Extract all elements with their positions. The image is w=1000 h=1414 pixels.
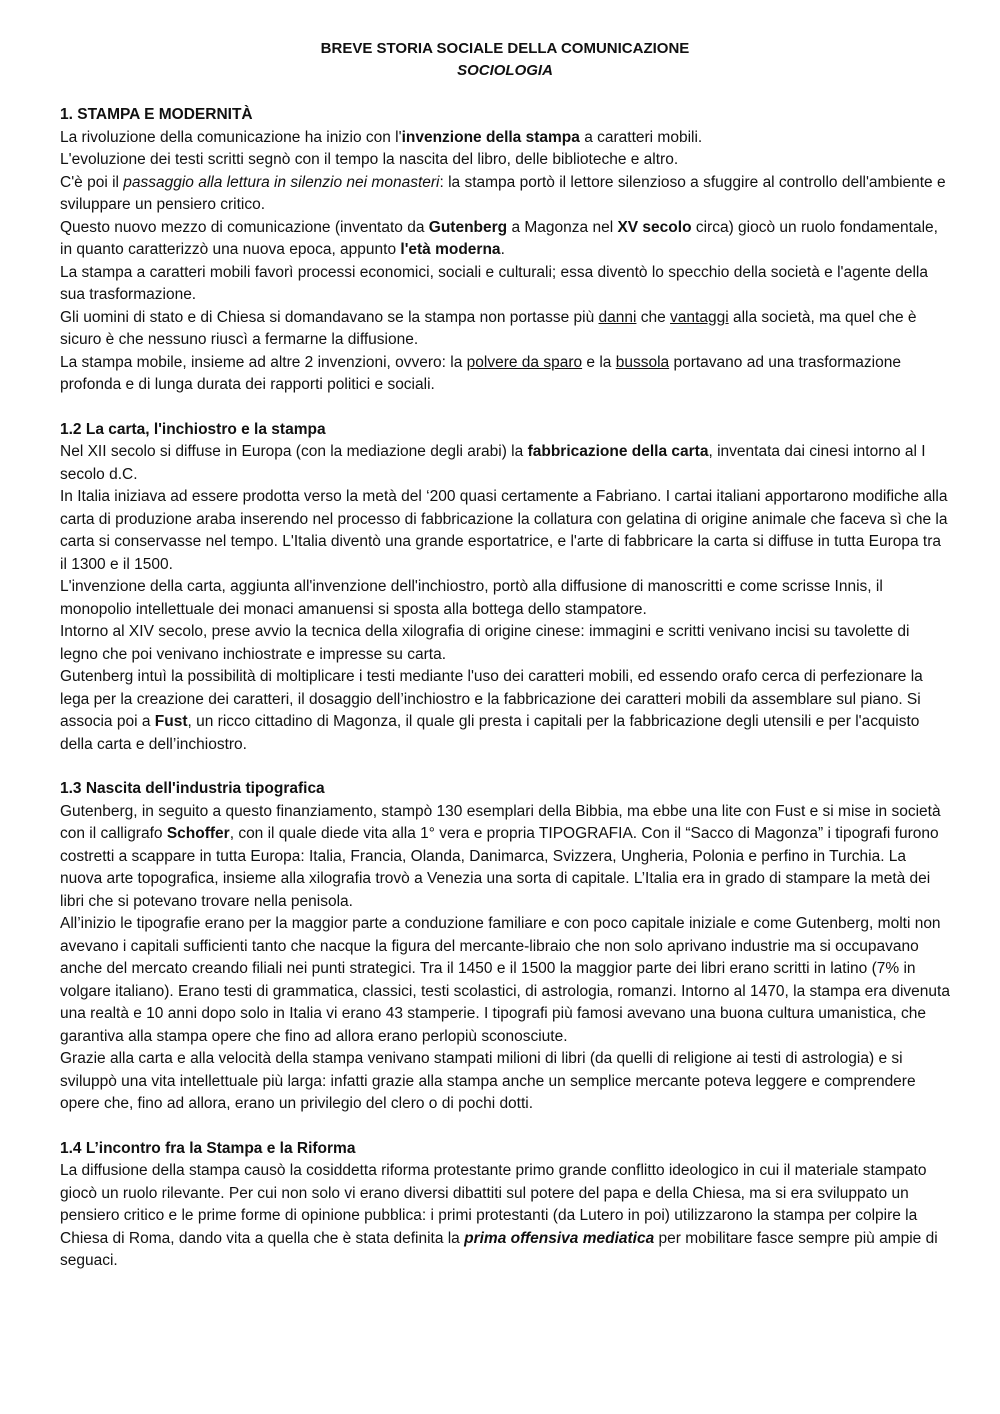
italic-text: passaggio alla lettura in silenzio nei monasteri bbox=[123, 173, 440, 191]
text-run: Gutenberg intuì la possibilità di moltiplicare i testi mediante l'uso dei caratteri mobili, ed essendo orafo cerca di perfezionare la lega per la creazione dei caratteri, il dosaggio dell’inchiostro e la fabbricazione dei caratteri mobili da assemblare sul piano. Si associa poi a bbox=[60, 668, 923, 730]
bold-italic-text: prima offensiva mediatica bbox=[464, 1229, 655, 1247]
document-header bbox=[60, 38, 950, 82]
section-stampa-e-riforma bbox=[60, 1138, 950, 1273]
paragraph bbox=[60, 307, 950, 352]
paragraph: Grazie alla carta e alla velocità della stampa venivano stampati milioni di libri (da quelli di religione ai testi di astrologia) e si sviluppò una vita intellettuale più larga: infatti grazie alla stampa anche un semplice mercante poteva leggere e comprendere opere che, fino ad allora, erano un privilegio del clero o di pochi dotti. bbox=[60, 1050, 916, 1112]
paragraph: La stampa a caratteri mobili favorì processi economici, sociali e culturali; essa diventò lo specchio della società e l'agente della sua trasformazione. bbox=[60, 263, 928, 303]
text-run: alla società, ma quel che è sicuro è che nessuno riuscì a fermarne la diffusione. bbox=[60, 308, 917, 348]
paragraph bbox=[60, 1160, 950, 1273]
document-title: BREVE STORIA SOCIALE DELLA COMUNICAZIONE bbox=[320, 40, 690, 57]
bold-text: Schoffer bbox=[166, 825, 230, 842]
section-title: 1.2 La carta, l'inchiostro e la stampa bbox=[60, 420, 326, 438]
bold-text: Fust bbox=[154, 713, 188, 730]
text-run: per mobilitare fasce sempre più ampie di seguaci. bbox=[60, 1229, 938, 1269]
paragraph bbox=[60, 801, 950, 914]
text-run: circa) giocò un ruolo fondamentale, in quanto caratterizzò una nuova epoca, appunto bbox=[60, 218, 938, 258]
text-run: Gli uomini di stato e di Chiesa si domandavano se la stampa non portasse più bbox=[60, 308, 599, 326]
paragraph bbox=[60, 217, 950, 262]
bold-text: XV secolo bbox=[617, 218, 692, 236]
section-carta-inchiostro-stampa bbox=[60, 419, 950, 757]
paragraph: L'evoluzione dei testi scritti segnò con il tempo la nascita del libro, delle biblioteche e altro. bbox=[60, 151, 679, 168]
paragraph bbox=[60, 441, 950, 486]
text-run: Questo nuovo mezzo di comunicazione (inventato da bbox=[60, 218, 429, 236]
underlined-text: vantaggi bbox=[670, 308, 729, 326]
text-run: a Magonza nel bbox=[507, 218, 618, 236]
text-run: C'è poi il bbox=[60, 173, 124, 191]
paragraph bbox=[60, 352, 950, 397]
section-industria-tipografica bbox=[60, 778, 950, 1116]
paragraph: L'invenzione della carta, aggiunta all'invenzione dell'inchiostro, portò alla diffusione di manoscritti e come scrisse Innis, il monopolio intellettuale dei monaci amanuensi si sposta alla bottega dello stampatore. bbox=[60, 578, 883, 618]
text-run: e la bbox=[582, 353, 616, 371]
bold-text: l'età moderna bbox=[400, 241, 501, 258]
text-run: La stampa mobile, insieme ad altre 2 invenzioni, ovvero: la bbox=[60, 353, 467, 371]
underlined-text: bussola bbox=[615, 353, 670, 371]
section-title: 1.4 L’incontro fra la Stampa e la Riforma bbox=[60, 1139, 356, 1157]
underlined-text: polvere da sparo bbox=[466, 353, 583, 371]
text-run: La diffusione della stampa causò la cosiddetta riforma protestante primo grande conflitto ideologico in cui il materiale stampato giocò un ruolo rilevante. Per cui non solo vi erano diversi dibattiti sul potere del papa e della Chiesa, ma si era sviluppato un pensiero critico e le prime forme di opinione pubblica: i primi protestanti (da Lutero in poi) utilizzarono la stampa per colpire la Chiesa di Roma, dando vita a quella che è stata definita la bbox=[60, 1162, 927, 1247]
paragraph: All’inizio le tipografie erano per la maggior parte a conduzione familiare e con poco capitale iniziale e come Gutenberg, molti non avevano i capitali sufficienti tanto che nacque la figura del mercante-libraio che non solo aprivano industrie ma si occupavano anche del mercato creando filiali nei punti strategici. Tra il 1450 e il 1500 la maggior parte dei libri erano scritti in latino (7% in volgare italiano). Erano testi di grammatica, classici, testi scolastici, di astrologia, romanzi. Intorno al 1470, la stampa era divenuta una realtà e 10 anni dopo solo in Italia vi erano 43 stamperie. I tipografi più famosi avevano una buona cultura umanistica, che garantiva alla stampa opere che fino ad allora erano perlopiù sconosciute. bbox=[60, 915, 950, 1045]
text-run: . bbox=[500, 241, 505, 258]
underlined-text: danni bbox=[598, 308, 637, 326]
bold-text: invenzione della stampa bbox=[401, 128, 580, 146]
section-stampa-e-modernita bbox=[60, 104, 950, 397]
paragraph bbox=[60, 666, 950, 756]
section-title: 1. STAMPA E MODERNITÀ bbox=[60, 106, 253, 123]
bold-text: fabbricazione della carta bbox=[527, 443, 709, 460]
text-run: : la stampa portò il lettore silenzioso a sfuggire al controllo dell'ambiente e sviluppare un pensiero critico. bbox=[60, 173, 946, 213]
text-run: a caratteri mobili. bbox=[579, 128, 703, 146]
document-subtitle: SOCIOLOGIA bbox=[457, 62, 553, 79]
text-run: , un ricco cittadino di Magonza, il quale gli presta i capitali per la fabbricazione degli utensili e per l'acquisto della carta e dell’inchiostro. bbox=[60, 713, 920, 753]
text-run: , con il quale diede vita alla 1° vera e propria TIPOGRAFIA. Con il “Sacco di Magonza” i tipografi furono costretti a scappare in tutta Europa: Italia, Francia, Olanda, Danimarca, Svizzera, Ungheria, Polonia e perfino in Turchia. La nuova arte topografica, insieme alla xilografia trovò a Venezia una sorta di capitale. L’Italia era in grado di stampare la metà dei libri che si potevano trovare nella penisola. bbox=[60, 825, 939, 910]
paragraph bbox=[60, 127, 950, 150]
text-run: La rivoluzione della comunicazione ha inizio con l' bbox=[60, 128, 402, 146]
text-run: che bbox=[636, 308, 671, 326]
text-run: , inventata dai cinesi intorno al I secolo d.C. bbox=[60, 443, 926, 483]
bold-text: Gutenberg bbox=[428, 218, 508, 236]
section-title: 1.3 Nascita dell'industria tipografica bbox=[60, 780, 325, 797]
paragraph bbox=[60, 172, 950, 217]
paragraph: Intorno al XIV secolo, prese avvio la tecnica della xilografia di origine cinese: immagini e scritti venivano incisi su tavolette di legno che poi venivano inchiostrate e impresse su carta. bbox=[60, 623, 910, 663]
text-run: Gutenberg, in seguito a questo finanziamento, stampò 130 esemplari della Bibbia, ma ebbe una lite con Fust e si mise in società con il calligrafo bbox=[60, 802, 941, 842]
paragraph: In Italia iniziava ad essere prodotta verso la metà del ‘200 quasi certamente a Fabriano. I cartai italiani apportarono modifiche alla carta di produzione araba inserendo nel processo di fabbricazione la collatura con gelatina di origine animale che faceva sì che la carta si conservasse nel tempo. L'Italia diventò una grande esportatrice, e l'arte di fabbricare la carta si diffuse in tutta Europa tra il 1300 e il 1500. bbox=[60, 488, 948, 573]
text-run: portavano ad una trasformazione profonda e di lunga durata dei rapporti politici e sociali. bbox=[60, 353, 901, 393]
text-run: Nel XII secolo si diffuse in Europa (con la mediazione degli arabi) la bbox=[60, 443, 528, 460]
